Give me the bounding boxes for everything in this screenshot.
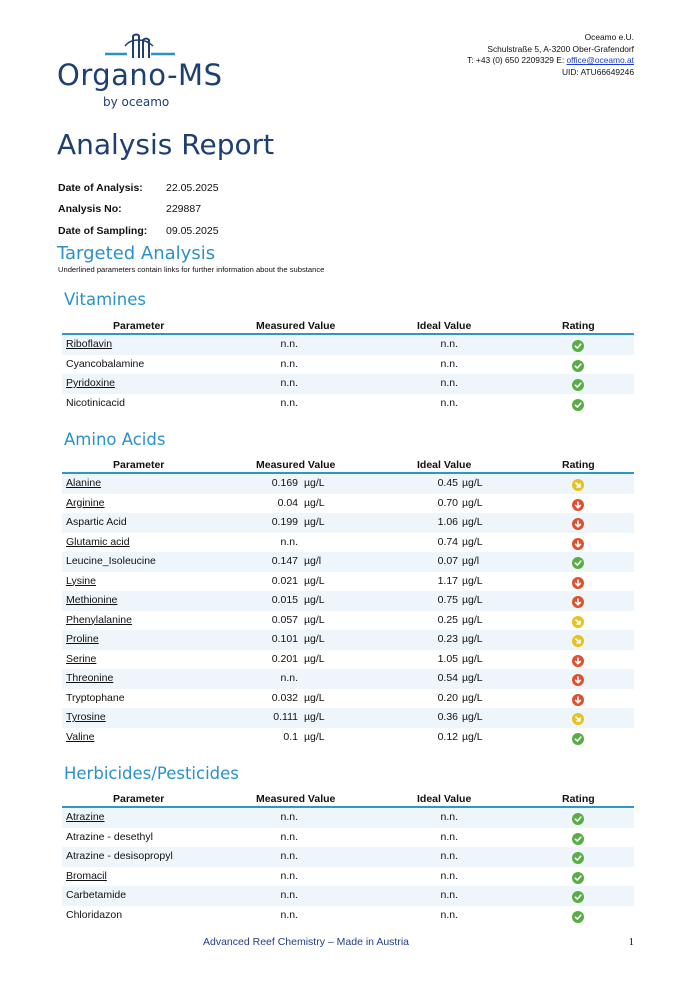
measured-unit: µg/L: [304, 730, 325, 743]
section-title-amino-acids: Amino Acids: [64, 430, 166, 449]
header-parameter: Parameter: [113, 320, 165, 332]
check-icon: [572, 813, 584, 825]
ideal-unit: µg/L: [462, 691, 483, 704]
company-contact: [467, 55, 634, 67]
parameter-link[interactable]: Atrazine: [66, 811, 105, 823]
ideal-value: n.n.: [440, 377, 458, 389]
down-arrow-icon: [572, 694, 584, 706]
parameter-link[interactable]: Bromacil: [66, 869, 107, 882]
ideal-unit: µg/l: [462, 555, 480, 567]
warning-arrow-icon: [572, 479, 584, 491]
check-icon: [572, 557, 584, 569]
parameter-name: Nicotinicacid: [66, 396, 125, 409]
measured-unit: µg/L: [304, 516, 325, 528]
page-number: 1: [628, 936, 634, 948]
table-row: [62, 552, 634, 572]
parameter-link[interactable]: Tyrosine: [66, 711, 106, 723]
ideal-value: 0.70: [437, 496, 458, 509]
table-row: [62, 847, 634, 867]
measured-value: n.n.: [280, 850, 298, 862]
measured-value: 0.111: [273, 711, 298, 723]
ideal-value: n.n.: [440, 811, 458, 823]
table-row: [62, 708, 634, 728]
measured-unit: µg/L: [304, 613, 325, 626]
header-rating: Rating: [562, 459, 595, 471]
check-icon: [572, 891, 584, 903]
measured-value: n.n.: [280, 672, 298, 684]
ideal-value: n.n.: [440, 396, 458, 409]
measured-value: 0.015: [271, 594, 298, 606]
header-measured: Measured Value: [256, 459, 336, 471]
ideal-unit: µg/L: [462, 672, 483, 684]
ideal-value: n.n.: [440, 869, 458, 882]
ideal-unit: µg/L: [462, 730, 483, 743]
ideal-value: 0.75: [437, 594, 458, 606]
table-row: [62, 611, 634, 631]
meta-value: 22.05.2025: [166, 181, 219, 194]
parameter-link[interactable]: Pyridoxine: [66, 377, 116, 389]
header-parameter: Parameter: [113, 793, 165, 805]
vitamines-table: [62, 320, 634, 413]
check-icon: [572, 733, 584, 745]
check-icon: [572, 833, 584, 845]
down-arrow-icon: [572, 655, 584, 667]
warning-arrow-icon: [572, 616, 584, 628]
amino-acids-table: [62, 459, 634, 747]
measured-value: n.n.: [280, 889, 298, 901]
meta-row: [58, 220, 219, 242]
down-arrow-icon: [572, 674, 584, 686]
down-arrow-icon: [572, 518, 584, 530]
measured-value: 0.032: [271, 691, 298, 704]
parameter-name: Atrazine - desisopropyl: [66, 850, 173, 862]
measured-value: n.n.: [280, 830, 298, 843]
targeted-analysis-heading: Targeted Analysis: [57, 243, 216, 264]
table-row: [62, 906, 634, 926]
logo-byline: by oceamo: [103, 95, 170, 109]
ideal-value: 0.23: [437, 633, 458, 645]
table-row: [62, 374, 634, 394]
measured-value: n.n.: [280, 396, 298, 409]
table-row: [62, 513, 634, 533]
parameter-name: Cyancobalamine: [66, 357, 145, 370]
table-row: [62, 591, 634, 611]
header-ideal: Ideal Value: [417, 320, 472, 332]
table-header: [62, 320, 634, 335]
measured-value: n.n.: [280, 535, 298, 548]
measured-value: n.n.: [280, 338, 298, 350]
ideal-unit: µg/L: [462, 613, 483, 626]
company-info: [467, 32, 634, 78]
section-title-vitamines: Vitamines: [64, 290, 146, 309]
meta-row: [58, 177, 219, 199]
table-row: [62, 828, 634, 848]
check-icon: [572, 379, 584, 391]
section-title-herbicides: Herbicides/Pesticides: [64, 764, 239, 783]
parameter-name: Aspartic Acid: [66, 516, 127, 528]
ideal-value: 0.07: [437, 555, 458, 567]
warning-arrow-icon: [572, 635, 584, 647]
ideal-value: n.n.: [440, 338, 458, 350]
ideal-value: n.n.: [440, 850, 458, 862]
ideal-unit: µg/L: [462, 477, 483, 489]
warning-arrow-icon: [572, 713, 584, 725]
table-row: [62, 669, 634, 689]
measured-value: 0.057: [271, 613, 298, 626]
company-phone: T: +43 (0) 650 2209329 E:: [467, 55, 567, 66]
parameter-name: Leucine_Isoleucine: [66, 555, 156, 567]
ideal-unit: µg/L: [462, 574, 483, 587]
parameter-link[interactable]: Proline: [66, 633, 99, 645]
parameter-link[interactable]: Riboflavin: [66, 338, 113, 350]
ideal-value: 0.45: [437, 477, 458, 489]
measured-value: 0.199: [271, 516, 298, 528]
table-row: [62, 689, 634, 709]
ideal-unit: µg/L: [462, 711, 483, 723]
ideal-value: 0.25: [437, 613, 458, 626]
down-arrow-icon: [572, 499, 584, 511]
parameter-link[interactable]: Lysine: [66, 574, 96, 587]
parameter-name: Atrazine - desethyl: [66, 830, 153, 843]
parameter-name: Tryptophane: [66, 691, 125, 704]
parameter-name: Chloridazon: [66, 908, 123, 921]
measured-unit: µg/L: [304, 711, 325, 723]
measured-value: n.n.: [280, 357, 298, 370]
ideal-unit: µg/L: [462, 516, 483, 528]
measured-value: 0.04: [277, 496, 298, 509]
herbicides-table: [62, 793, 634, 925]
check-icon: [572, 852, 584, 864]
ideal-value: 0.12: [437, 730, 458, 743]
table-row: [62, 494, 634, 514]
measured-value: 0.169: [271, 477, 298, 489]
table-row: [62, 650, 634, 670]
measured-value: 0.101: [271, 633, 298, 645]
email-link[interactable]: office@oceamo.at: [566, 55, 634, 66]
parameter-link[interactable]: Valine: [66, 730, 95, 743]
meta-label: Date of Sampling:: [58, 224, 148, 237]
table-row: [62, 533, 634, 553]
header-parameter: Parameter: [113, 459, 165, 471]
ideal-value: 0.54: [437, 672, 458, 684]
measured-unit: µg/L: [304, 477, 325, 489]
table-row: [62, 867, 634, 887]
measured-unit: µg/L: [304, 496, 325, 509]
check-icon: [572, 911, 584, 923]
check-icon: [572, 872, 584, 884]
table-header: [62, 459, 634, 474]
ideal-value: 1.06: [437, 516, 458, 528]
ideal-value: n.n.: [440, 889, 458, 901]
check-icon: [572, 399, 584, 411]
measured-value: n.n.: [280, 377, 298, 389]
table-row: [62, 474, 634, 494]
header-ideal: Ideal Value: [417, 459, 472, 471]
down-arrow-icon: [572, 538, 584, 550]
meta-value: 09.05.2025: [166, 224, 219, 237]
table-row: [62, 394, 634, 414]
measured-unit: µg/L: [304, 691, 325, 704]
parameter-link[interactable]: Phenylalanine: [66, 613, 132, 626]
check-icon: [572, 340, 584, 352]
measured-unit: µg/L: [304, 594, 325, 606]
ideal-unit: µg/L: [462, 652, 483, 665]
meta-row: [58, 199, 219, 221]
measured-value: n.n.: [280, 869, 298, 882]
table-row: [62, 572, 634, 592]
measured-unit: µg/L: [304, 652, 325, 665]
check-icon: [572, 360, 584, 372]
measured-unit: µg/L: [304, 574, 325, 587]
ideal-value: n.n.: [440, 830, 458, 843]
ideal-value: 0.36: [437, 711, 458, 723]
parameter-name: Carbetamide: [66, 889, 127, 901]
parameter-link[interactable]: Glutamic acid: [66, 535, 130, 548]
down-arrow-icon: [572, 577, 584, 589]
table-row: [62, 630, 634, 650]
meta-label: Date of Analysis:: [58, 181, 143, 194]
down-arrow-icon: [572, 596, 584, 608]
header-rating: Rating: [562, 793, 595, 805]
meta-label: Analysis No:: [58, 203, 122, 216]
organo-ms-logo: [57, 32, 227, 112]
parameter-link[interactable]: Arginine: [66, 496, 105, 509]
company-uid: UID: ATU66649246: [561, 66, 634, 77]
table-row: [62, 335, 634, 355]
analysis-meta: [58, 177, 219, 242]
company-name: Oceamo e.U.: [584, 32, 634, 42]
header-ideal: Ideal Value: [417, 793, 472, 805]
header-measured: Measured Value: [256, 793, 336, 805]
table-header: [62, 793, 634, 808]
measured-value: 0.1: [283, 730, 298, 743]
measured-value: 0.147: [271, 555, 298, 567]
parameter-link[interactable]: Alanine: [66, 477, 102, 489]
table-row: [62, 728, 634, 748]
ideal-value: n.n.: [440, 357, 458, 370]
ideal-value: 1.05: [437, 652, 458, 665]
table-row: [62, 886, 634, 906]
measured-unit: µg/l: [304, 555, 322, 567]
measured-value: 0.201: [271, 652, 298, 665]
ideal-value: 0.20: [437, 691, 458, 704]
page-title: Analysis Report: [57, 128, 275, 161]
ideal-unit: µg/L: [462, 535, 483, 548]
parameter-link[interactable]: Methionine: [66, 594, 118, 606]
ideal-unit: µg/L: [462, 496, 483, 509]
company-address: Schulstraße 5, A-3200 Ober-Grafendorf: [487, 43, 634, 54]
parameter-link[interactable]: Threonine: [66, 672, 114, 684]
measured-value: 0.021: [271, 574, 298, 587]
ideal-value: 0.74: [437, 535, 458, 548]
meta-value: 229887: [166, 203, 202, 216]
ideal-unit: µg/L: [462, 633, 483, 645]
table-row: [62, 808, 634, 828]
table-row: [62, 355, 634, 375]
measured-value: n.n.: [280, 811, 298, 823]
logo-wordmark: Organo-MS: [57, 58, 223, 92]
ideal-value: n.n.: [440, 908, 458, 921]
link-note: Underlined parameters contain links for further information about the substance: [58, 265, 325, 274]
footer-slogan: Advanced Reef Chemistry – Made in Austria: [203, 936, 410, 948]
ideal-unit: µg/L: [462, 594, 483, 606]
header-rating: Rating: [562, 320, 595, 332]
ideal-value: 1.17: [437, 574, 458, 587]
header-measured: Measured Value: [256, 320, 336, 332]
parameter-link[interactable]: Serine: [66, 652, 97, 665]
measured-unit: µg/L: [304, 633, 325, 645]
measured-value: n.n.: [280, 908, 298, 921]
